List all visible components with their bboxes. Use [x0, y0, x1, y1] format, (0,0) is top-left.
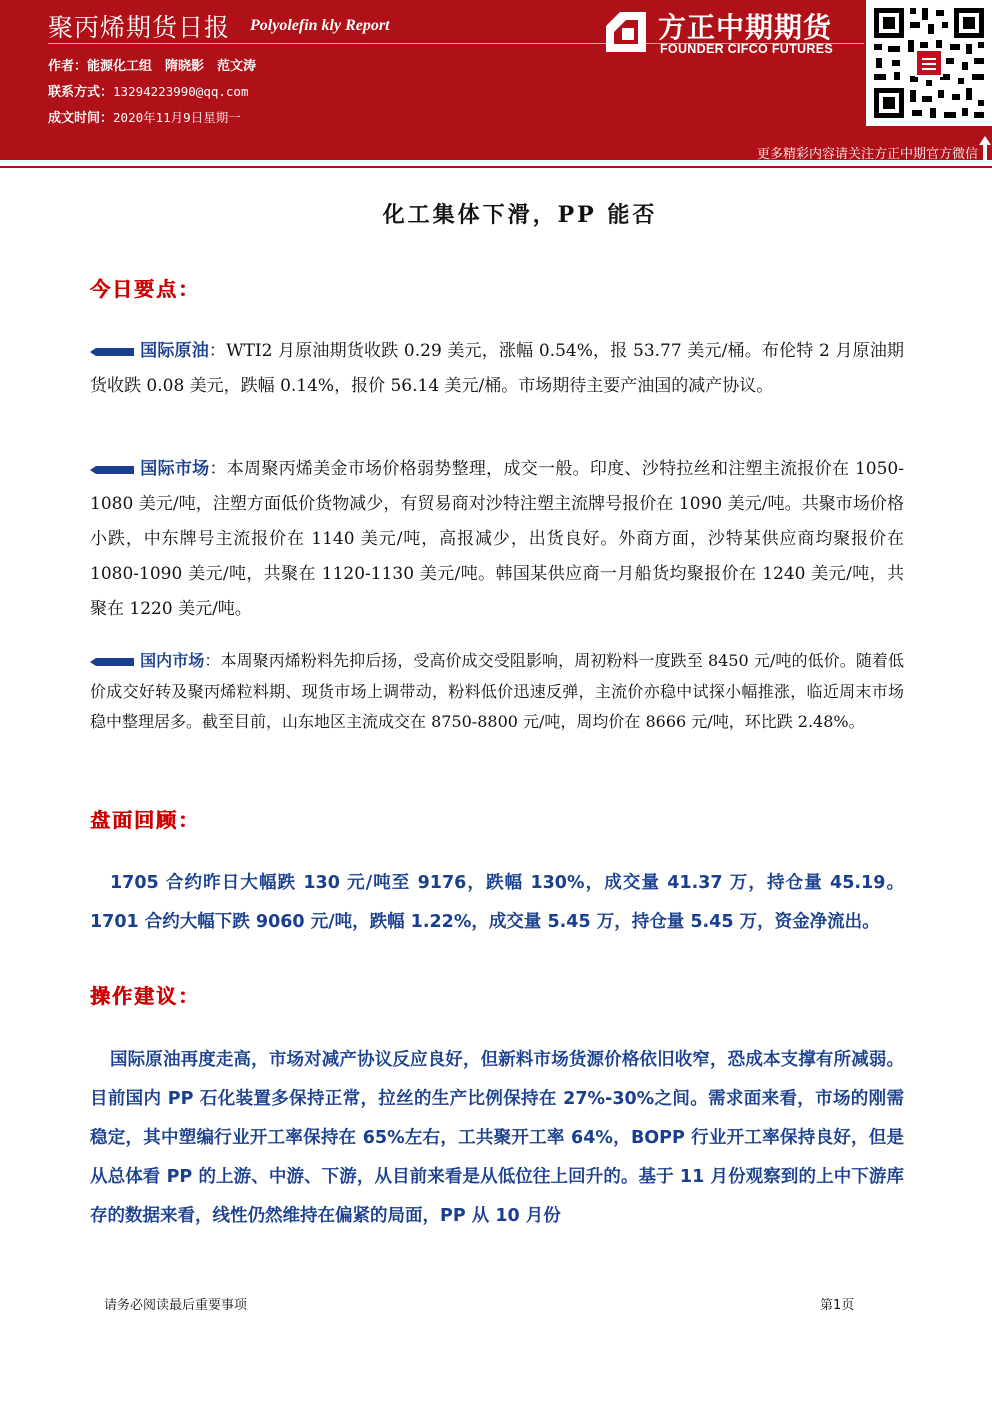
- intl-market-paragraph: [90, 452, 904, 627]
- date-value: 2020年11月9日星期一: [113, 110, 241, 125]
- date-label: 成文时间：: [48, 111, 114, 126]
- contact-label: 联系方式：: [48, 85, 114, 100]
- advice-paragraph: 国际原油再度走高，市场对减产协议反应良好，但新料市场货源价格依旧收窄，恐成本支撑有所减弱。目前国内 PP 石化装置多保持正常，拉丝的生产比例保持在 27%-30%之间。需求面来看，市场的刚需稳定，其中塑编行业开工率保持在 65%左右，工共聚开工率 64%，BOPP 行业开工率保持良好，但是从总体看 PP 的上游、中游、下游，从目前来看是从低位往上回升的。基于 11 月份观察到的上中下游库存的数据来看，线性仍然维持在偏紧的局面，PP 从 10 月份: [90, 1050, 904, 1226]
- report-title-cn: 聚丙烯期货日报: [48, 13, 231, 42]
- intl-market-label: 国际市场: [140, 459, 210, 479]
- company-logo: [604, 6, 860, 62]
- contact-line: [48, 81, 248, 100]
- company-logo-mark-icon: [604, 10, 648, 54]
- arrow-bullet-icon: [90, 657, 134, 667]
- domestic-market-text: ：本周聚丙烯粉料先抑后扬，受高价成交受阻影响，周初粉料一度跌至 8450 元/吨的低价。随着低价成交好转及聚丙烯粒料期、现货市场上调带动，粉料低价迅速反弹，主流价亦稳中试探小幅推涨，临近周末市场稳中整理居多。截至目前，山东地区主流成交在 8750-8800 元/吨，周均价在 8666 元/吨，环比跌 2.48%。: [90, 651, 904, 731]
- arrow-bullet-icon: [90, 347, 134, 357]
- company-name-en: FOUNDER CIFCO FUTURES: [660, 42, 833, 56]
- report-title-en: Polyolefin kly Report: [250, 17, 390, 34]
- review-paragraph: 1705 合约昨日大幅跌 130 元/吨至 9176，跌幅 130%，成交量 41.37 万，持仓量 45.19。1701 合约大幅下跌 9060 元/吨，跌幅 1.22%，成交量 5.45 万，持仓量 5.45 万，资金净流出。: [90, 873, 904, 932]
- domestic-market-label: 国内市场: [140, 651, 205, 670]
- arrow-bullet-icon: [90, 465, 134, 475]
- crude-oil-label: 国际原油: [140, 341, 209, 361]
- footer-notice: 请务必阅读最后重要事项: [104, 1298, 248, 1313]
- review-heading: 盘面回顾：: [90, 808, 200, 832]
- wechat-qr-code-icon: [866, 0, 992, 126]
- crude-oil-paragraph: [90, 334, 904, 404]
- author-value: 能源化工组 隋晓影 范文涛: [87, 59, 257, 74]
- document-title: 化工集体下滑，PP 能否: [382, 202, 658, 228]
- intl-market-text: ：本周聚丙烯美金市场价格弱势整理，成交一般。印度、沙特拉丝和注塑主流报价在 1050-1080 美元/吨，注塑方面低价货物减少，有贸易商对沙特注塑主流牌号报价在 1090 美元/吨。共聚市场价格小跌，中东牌号主流报价在 1140 美元/吨，高报减少，出货良好。外商方面，沙特某供应商均聚报价在 1080-1090 美元/吨，共聚在 1120-1130 美元/吨。韩国某供应商一月船货均聚报价在 1240 美元/吨，共聚在 1220 美元/吨。: [90, 459, 904, 619]
- advice-heading: 操作建议：: [90, 984, 200, 1008]
- wechat-note: 更多精彩内容请关注方正中期官方微信: [756, 147, 978, 162]
- company-name-cn: 方正中期期货: [658, 11, 833, 44]
- date-line: [48, 107, 241, 126]
- header-bottom-rule: [0, 166, 992, 168]
- author-label: 作者：: [48, 59, 88, 74]
- author-line: [48, 55, 256, 74]
- report-header: [0, 0, 992, 160]
- domestic-market-paragraph: [90, 646, 904, 738]
- crude-oil-text: ：WTI2 月原油期货收跌 0.29 美元，涨幅 0.54%，报 53.77 美元/桶。布伦特 2 月原油期货收跌 0.08 美元，跌幅 0.14%，报价 56.14 美元/桶。市场期待主要产油国的减产协议。: [90, 341, 905, 396]
- arrow-up-icon: [978, 135, 992, 161]
- footer-page-number: 第1页: [820, 1298, 855, 1313]
- highlights-heading: 今日要点：: [90, 277, 200, 301]
- contact-value: 13294223990@qq.com: [113, 84, 249, 99]
